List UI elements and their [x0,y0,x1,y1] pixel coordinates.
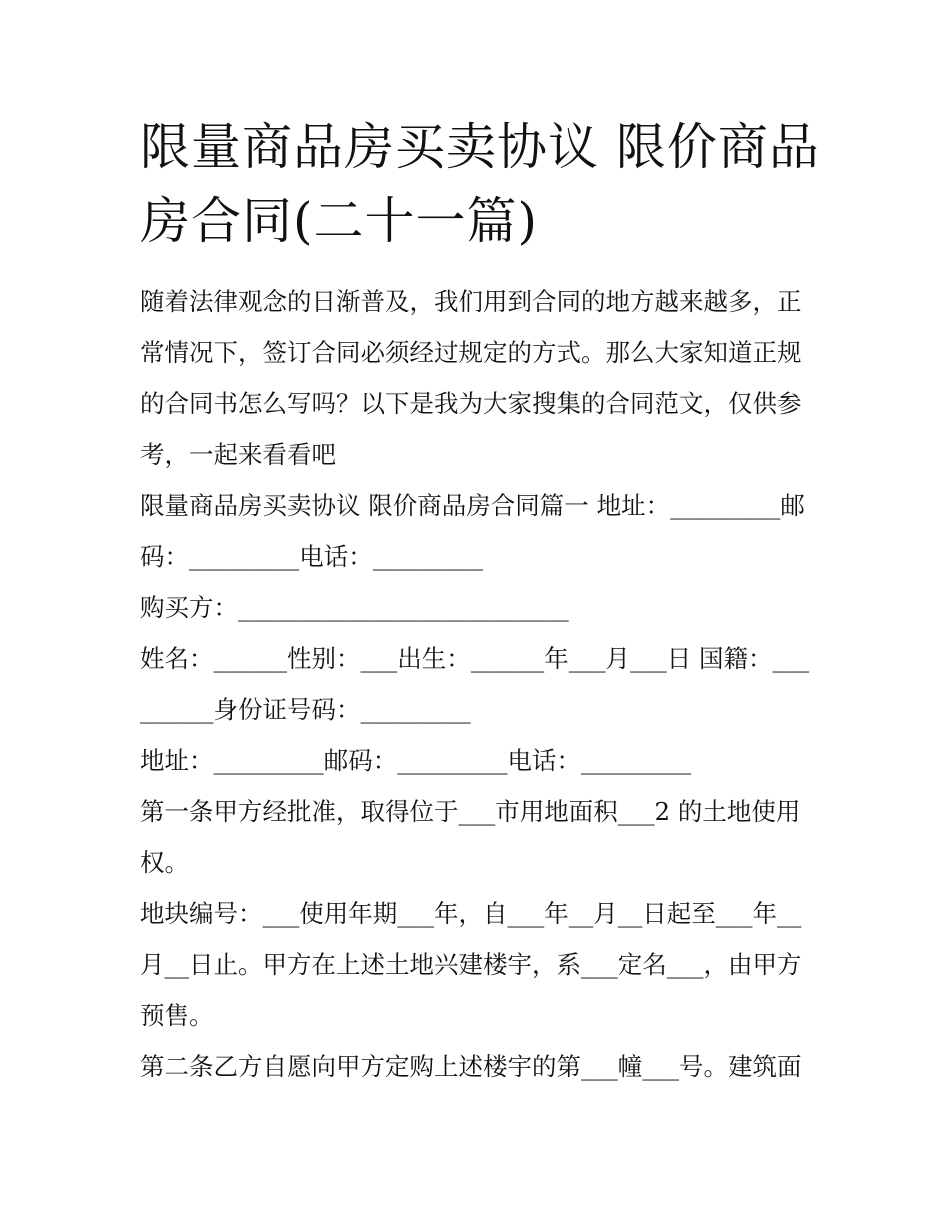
buyer-line: 购买方：___________________________ [140,593,569,622]
intro-paragraph: 随着法律观念的日渐普及，我们用到合同的地方越来越多，正常情况下，签订合同必须经过规定的方式。那么大家知道正规的合同书怎么写吗？以下是我为大家搜集的合同范文，仅供参考，一起来看看吧 [140,287,802,469]
document-body [140,276,812,1092]
buyer-address-line: 地址：_________邮码：_________电话：_________ [140,746,692,775]
buyer-identity-line: 姓名：______性别：___出生：______年___月___日 国籍：_________身份证号码：_________ [140,644,810,724]
document-title: 限量商品房买卖协议 限价商品房合同(二十一篇) [140,118,820,250]
article-two-paragraph: 第二条乙方自愿向甲方定购上述楼宇的第___幢___号。建筑面 [140,1052,802,1081]
article-one-paragraph: 第一条甲方经批准，取得位于___市用地面积___2 的土地使用权。 [140,797,801,877]
land-parcel-paragraph: 地块编号：___使用年期___年，自___年__月__日起至___年__月__日止。甲方在上述土地兴建楼宇，系___定名___，由甲方预售。 [140,899,802,1030]
seller-address-line: 限量商品房买卖协议 限价商品房合同篇一 地址：_________邮码：_________电话：_________ [140,491,805,571]
